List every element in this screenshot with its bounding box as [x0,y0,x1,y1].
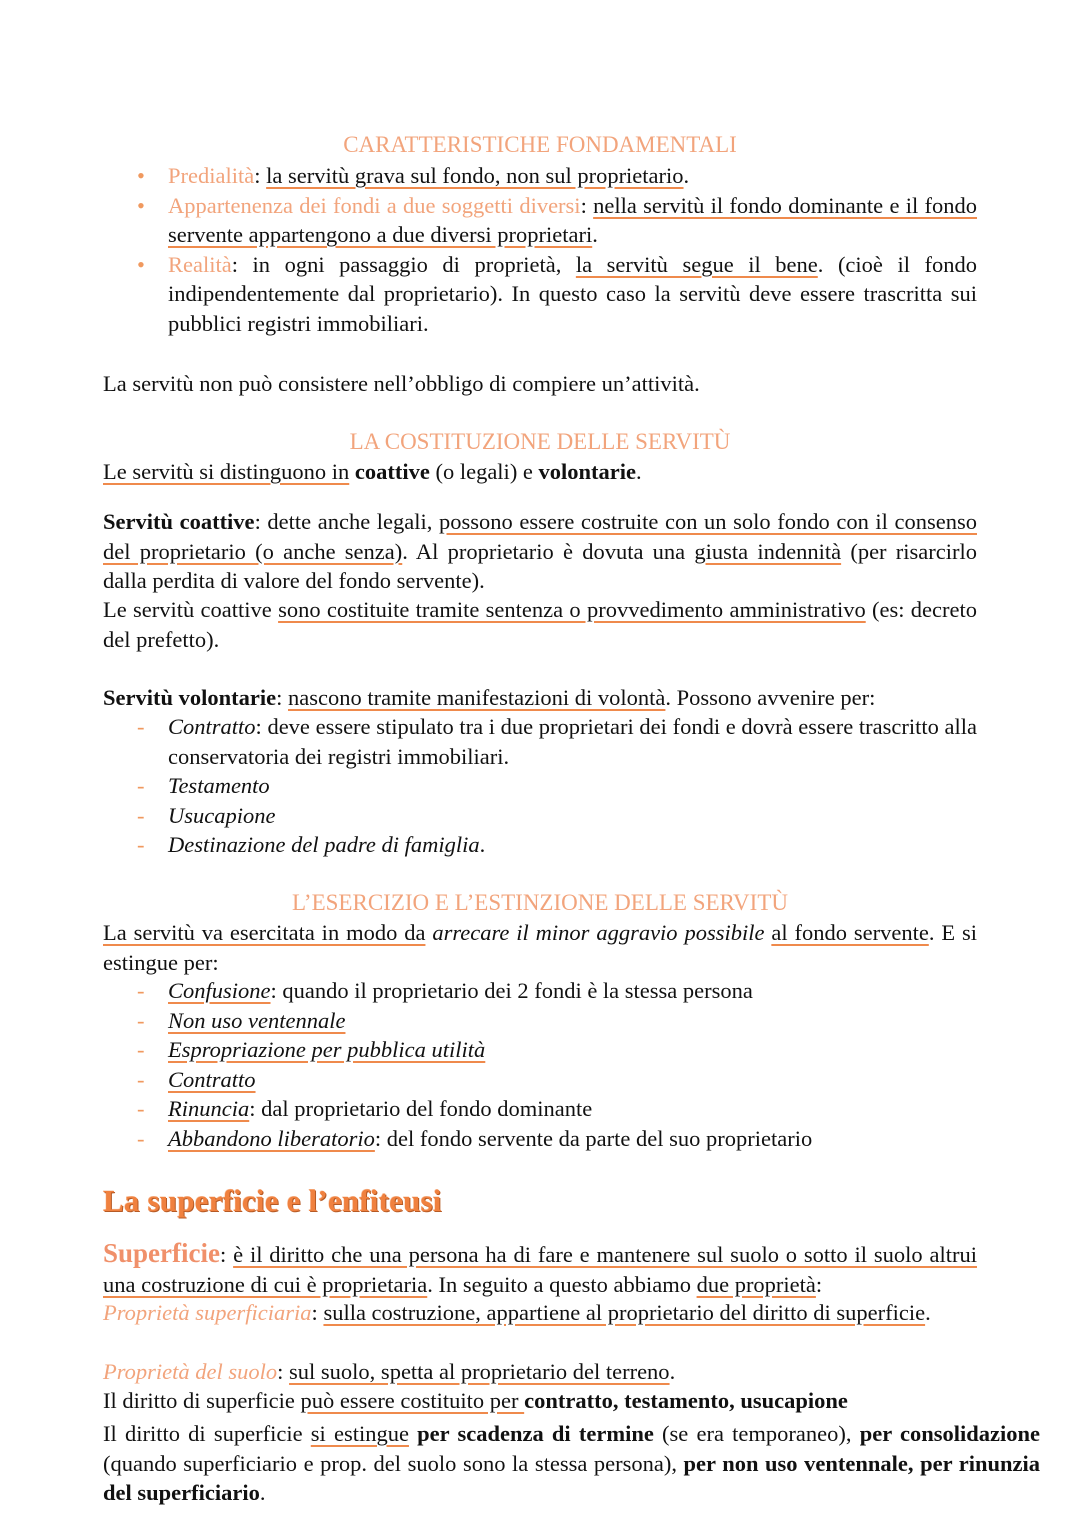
dash-list [103,976,977,1154]
bullet-icon: • [137,192,145,218]
text-span: . [683,163,690,188]
highlighted-term: Proprietà del suolo [103,1359,278,1384]
paragraph [103,507,977,596]
text-span: . [669,1359,676,1384]
text-span: . [479,832,486,858]
bold-text: coattive [354,459,430,484]
highlighted-term: Predialità [168,163,255,188]
bullet-icon: • [137,163,145,188]
dash-icon: - [137,1066,145,1092]
underlined-text: può essere costituito per [300,1388,525,1413]
text-span: . [259,1480,266,1506]
text-span: : [219,1242,234,1267]
text-span: La servitù non può consistere nell’obbligo di compiere un’attività. [103,371,700,396]
text-span: . (cioè il fondo indipendentemente dal proprietario). In questo caso la servitù deve essere trascritta sui pubblici registri immobiliari. [168,251,978,336]
underlined-text: sulla costruzione, appartiene al proprietario del diritto di superficie [323,1300,926,1325]
paragraph [103,918,977,977]
highlighted-term: Superficie [103,1238,220,1268]
text-span: (per risarcirlo dalla perdita di valore del fondo servente). [103,538,977,594]
text-span: : del fondo servente da parte del suo proprietario [374,1125,813,1151]
bold-text: , per rinunzia del superficiario [103,1450,1040,1506]
text-span: Il diritto di superficie [103,1388,301,1413]
section-heading: L’ESERCIZIO E L’ESTINZIONE DELLE SERVITÙ [291,890,788,915]
underlined-text: la servitù grava sul fondo, non sul proprietario [266,163,684,188]
dash-icon: - [137,773,145,799]
text-span: : in ogni passaggio di proprietà, [231,251,576,277]
dash-icon: - [137,714,145,739]
text-span: Destinazione del padre di famiglia [168,832,480,858]
text-span: : quando il proprietario dei 2 fondi è la stessa persona [270,978,753,1003]
bold-text: contratto [524,1388,613,1413]
list-item [103,250,977,339]
bold-text: Servitù volontarie [103,685,277,710]
underlined-text: è il diritto che una persona ha di fare e mantenere sul suolo o sotto il suolo altrui una costruzione di cui è proprietaria [103,1242,977,1297]
paragraph [103,1357,977,1387]
highlighted-term: Proprietà superficiaria [103,1300,312,1325]
list-item [103,1006,977,1036]
text-span: . In seguito a questo abbiamo [427,1271,697,1297]
underlined-text: Confusione [168,978,271,1003]
bold-text: per scadenza di termine [408,1421,654,1446]
bold-text: , usucapione [729,1388,848,1413]
bold-text: per consolidazione [859,1421,1040,1446]
bold-text: , testamento [612,1388,730,1413]
text-span: (es: decreto del prefetto). [103,597,977,652]
text-span: : [276,685,288,710]
text-span: . [592,222,598,248]
bold-text: Servitù coattive [103,509,255,534]
list-item [103,1094,977,1124]
underlined-text: Non uso ventennale [168,1007,346,1033]
bullet-list [103,161,977,339]
chapter-title: La superficie e l’enfiteusi [103,1183,442,1218]
highlighted-term: Appartenenza dei fondi a due soggetti diversi [168,192,581,218]
list-item [103,830,977,860]
text-span: : [254,163,267,188]
list-item [103,191,977,250]
section-heading: LA COSTITUZIONE DELLE SERVITÙ [349,429,731,454]
list-item [103,1035,977,1065]
text-span: . [925,1300,931,1325]
underlined-text: possono essere costruite con un solo fondo con il consenso del proprietario (o anche senza) [103,509,977,564]
text-span: Usucapione [168,802,276,828]
dash-icon: - [137,1007,145,1033]
dash-icon: - [137,1096,145,1122]
paragraph [103,457,977,487]
list-item [103,801,977,831]
highlighted-term: Realità [168,251,232,277]
bold-text: per non uso ventennale [683,1450,908,1476]
paragraph [103,683,977,713]
underlined-text: sul suolo, spetta al proprietario del terreno [289,1359,670,1384]
text-span: Testamento [168,773,270,799]
list-item [103,1124,977,1154]
text-span: : dal proprietario del fondo dominante [249,1096,593,1122]
underlined-text: due proprietà [696,1271,816,1297]
paragraph [103,1419,1040,1508]
list-item [103,712,977,771]
text-span: : [815,1271,823,1297]
text-span: Contratto [168,714,256,739]
list-item [103,976,977,1006]
underlined-text: Abbandono liberatorio [168,1125,375,1151]
underlined-text: Contratto [168,1066,256,1092]
paragraph [103,595,977,654]
list-item [103,1065,977,1095]
text-span: : [277,1359,290,1384]
text-span: arrecare il minor aggravio possibile [425,920,772,945]
underlined-text: sono costituite tramite sentenza o provvedimento amministrativo [278,597,866,622]
underlined-text: la servitù segue il bene [575,251,818,277]
text-span: : deve essere stipulato tra i due proprietari dei fondi e dovrà essere trascritto alla conservatoria dei registri immobiliari. [168,714,977,769]
underlined-text: al fondo servente [771,920,929,945]
text-span: . [636,459,642,484]
paragraph [103,1386,977,1416]
text-span: . Possono avvenire per: [665,685,876,710]
text-span: (quando superficiario e prop. del suolo sono la stessa persona), [103,1450,684,1476]
paragraph [103,369,977,399]
underlined-text: La servitù va esercitata in modo da [103,920,426,945]
text-span: . Al proprietario è dovuta una [402,538,695,564]
section-heading: CARATTERISTICHE FONDAMENTALI [343,132,737,157]
underlined-text: nascono tramite manifestazioni di volontà [288,685,666,710]
text-span: . E si estingue per: [103,920,977,975]
dash-icon: - [137,802,145,828]
dash-icon: - [137,978,145,1003]
underlined-text: giusta indennità [694,538,842,564]
list-item [103,161,977,191]
underlined-text: Espropriazione per pubblica utilità [168,1037,486,1063]
dash-icon: - [137,1037,145,1063]
bold-text: volontarie [538,459,637,484]
list-item [103,771,977,801]
text-span: (o legali) e [429,459,539,484]
underlined-text: Rinuncia [168,1096,250,1122]
dash-icon: - [137,832,145,858]
text-span: : [580,192,594,218]
text-span: Le servitù coattive [103,597,279,622]
text-span: (se era temporaneo), [653,1421,860,1446]
dash-icon: - [137,1125,145,1151]
paragraph [103,1298,977,1328]
underlined-text: nella servitù il fondo dominante e il fondo servente appartengono a due diversi proprietari [168,192,977,248]
text-span: : [311,1300,324,1325]
bullet-icon: • [137,251,145,277]
underlined-text: Le servitù si distinguono in [103,459,350,484]
paragraph [103,1239,977,1299]
text-span: Il diritto di superficie [103,1421,311,1446]
underlined-text: si estingue [310,1421,409,1446]
dash-list [103,712,977,860]
text-span: : dette anche legali, [254,509,439,534]
